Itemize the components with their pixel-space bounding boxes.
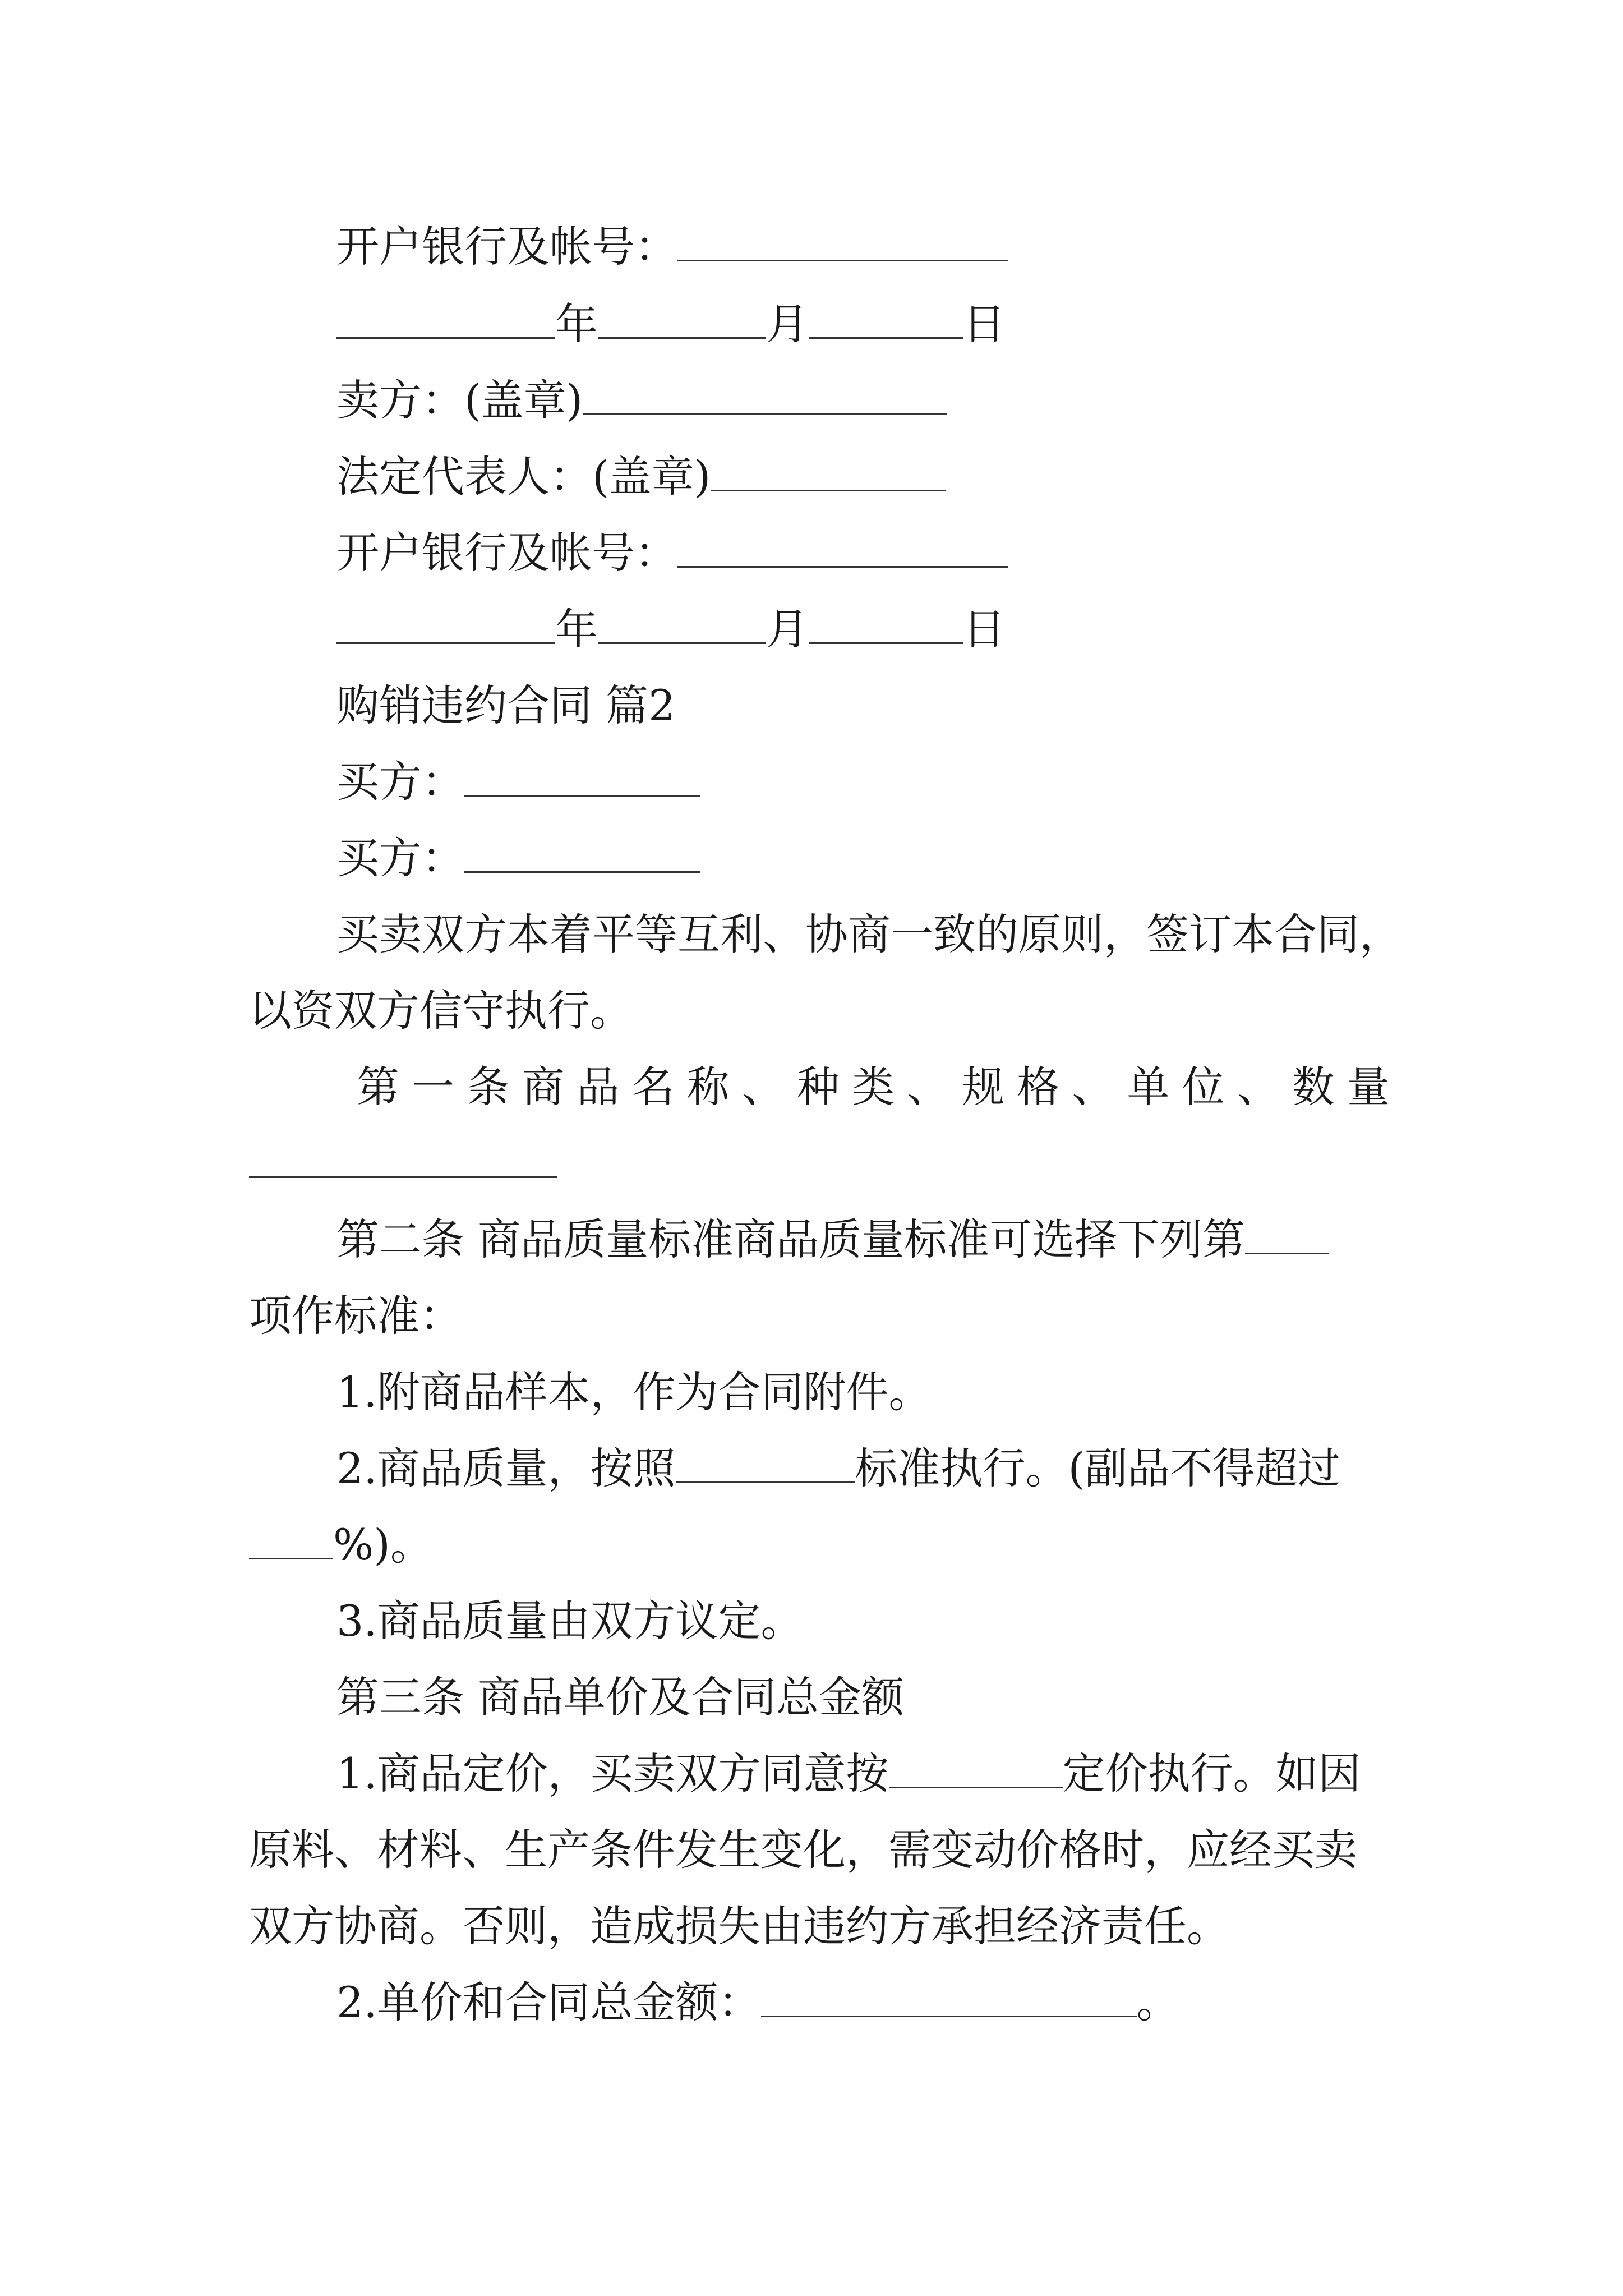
article-one-char: 量 [1347,1062,1390,1112]
year-blank [336,297,555,339]
buyer-blank-1 [464,754,700,797]
item-1-text: 1.附商品样本，作为合同附件。 [336,1367,932,1417]
legal-rep-label: 法定代表人：(盖章) [336,452,711,501]
total-amount-blank [761,1975,1137,2017]
price-item-1-blank [889,1746,1063,1788]
item-2-text-b: 标准执行。(副品不得超过 [855,1443,1341,1493]
article-two-blank [1245,1212,1329,1254]
preamble-line-1 [336,907,1402,963]
item-2-blank [676,1441,855,1483]
seller-seal-blank [583,373,947,415]
legal-rep-blank [711,449,946,491]
price-item-2-text-a: 2.单价和合同总金额： [336,1977,761,2027]
item-3-line [336,1593,804,1649]
contract-title-text: 购销违约合同 篇2 [336,680,676,730]
article-one-char: 、 [741,1062,785,1112]
price-item-1-cont-1-text: 原料、材料、生产条件发生变化，需变动价格时，应经买卖 [249,1825,1357,1875]
month-label: 月 [766,299,809,349]
article-one-blank [249,1136,557,1178]
price-item-1-text-a: 1.商品定价，买卖双方同意按 [336,1749,889,1798]
bank-account-line-2 [336,525,1008,581]
article-one-char: 第 [357,1062,399,1112]
buyer-label-2: 买方： [336,833,464,883]
preamble-line-2 [249,983,633,1039]
buyer-line-1 [336,754,700,810]
seller-seal-label: 卖方：(盖章) [336,375,583,425]
percent-blank [249,1517,333,1559]
month-blank [598,297,766,339]
article-one-char: 称 [686,1062,730,1112]
year-label-2: 年 [555,604,598,654]
price-item-2-line [336,1975,1179,2031]
bank-account-blank [677,219,1008,261]
day-label-2: 日 [963,604,1006,654]
item-2-cont-text: %)。 [333,1520,433,1570]
item-1-line [336,1364,932,1420]
legal-rep-line [336,449,946,505]
article-one-char: 一 [412,1062,455,1112]
preamble-text-2: 以资双方信守执行。 [249,986,633,1036]
bank-account-label-2: 开户银行及帐号： [336,528,677,578]
buyer-blank-2 [464,831,700,873]
date-line-2 [336,601,1006,657]
price-item-1-text-b: 定价执行。如因 [1062,1749,1361,1798]
article-one-char: 、 [907,1062,950,1112]
price-item-1-line [336,1746,1361,1802]
article-one-char: 条 [467,1062,510,1112]
article-one-char: 规 [962,1062,1005,1112]
item-2-cont [249,1517,433,1573]
article-three-line [336,1669,904,1726]
article-one-blank-line [249,1135,557,1191]
article-one-char: 单 [1127,1062,1170,1112]
article-two-text: 第二条 商品质量标准商品质量标准可选择下列第 [336,1214,1246,1264]
price-item-1-cont-2 [249,1898,1229,1954]
bank-account-blank-2 [677,526,1008,568]
day-blank [809,297,963,339]
price-item-1-cont-2-text: 双方协商。否则，造成损失由违约方承担经济责任。 [249,1901,1229,1951]
year-label: 年 [555,299,598,349]
buyer-label-1: 买方： [336,757,464,807]
article-one-char: 种 [796,1062,840,1112]
contract-title [336,678,676,734]
article-one-char: 位 [1182,1062,1225,1112]
bank-account-line [336,219,1008,275]
month-label-2: 月 [766,604,809,654]
month-blank-2 [598,602,766,644]
bank-account-label: 开户银行及帐号： [336,222,677,272]
article-three-text: 第三条 商品单价及合同总金额 [336,1672,905,1722]
article-one-char: 、 [1237,1062,1280,1112]
article-one-line [357,1059,1390,1115]
article-one-char: 类 [851,1062,895,1112]
seller-seal-line [336,372,947,429]
item-3-text: 3.商品质量由双方议定。 [336,1596,804,1646]
article-one-char: 商 [522,1062,565,1112]
year-blank-2 [336,602,555,644]
article-one-char: 格 [1017,1062,1060,1112]
article-two-cont [249,1288,462,1344]
day-blank-2 [809,602,963,644]
preamble-text-1: 买卖双方本着平等互利、协商一致的原则，签订本合同， [336,909,1402,959]
article-one-char: 数 [1292,1062,1335,1112]
price-item-2-text-b: 。 [1136,1977,1179,2027]
buyer-line-2 [336,830,700,886]
article-two-cont-text: 项作标准： [249,1291,462,1341]
article-one-char: 、 [1072,1062,1115,1112]
price-item-1-cont-1 [249,1822,1357,1878]
item-2-line [336,1441,1340,1497]
day-label: 日 [963,299,1006,349]
article-one-char: 名 [631,1062,675,1112]
article-two-line [336,1212,1329,1268]
item-2-text-a: 2.商品质量，按照 [336,1443,676,1493]
article-one-char: 品 [577,1062,620,1112]
date-line [336,296,1006,352]
